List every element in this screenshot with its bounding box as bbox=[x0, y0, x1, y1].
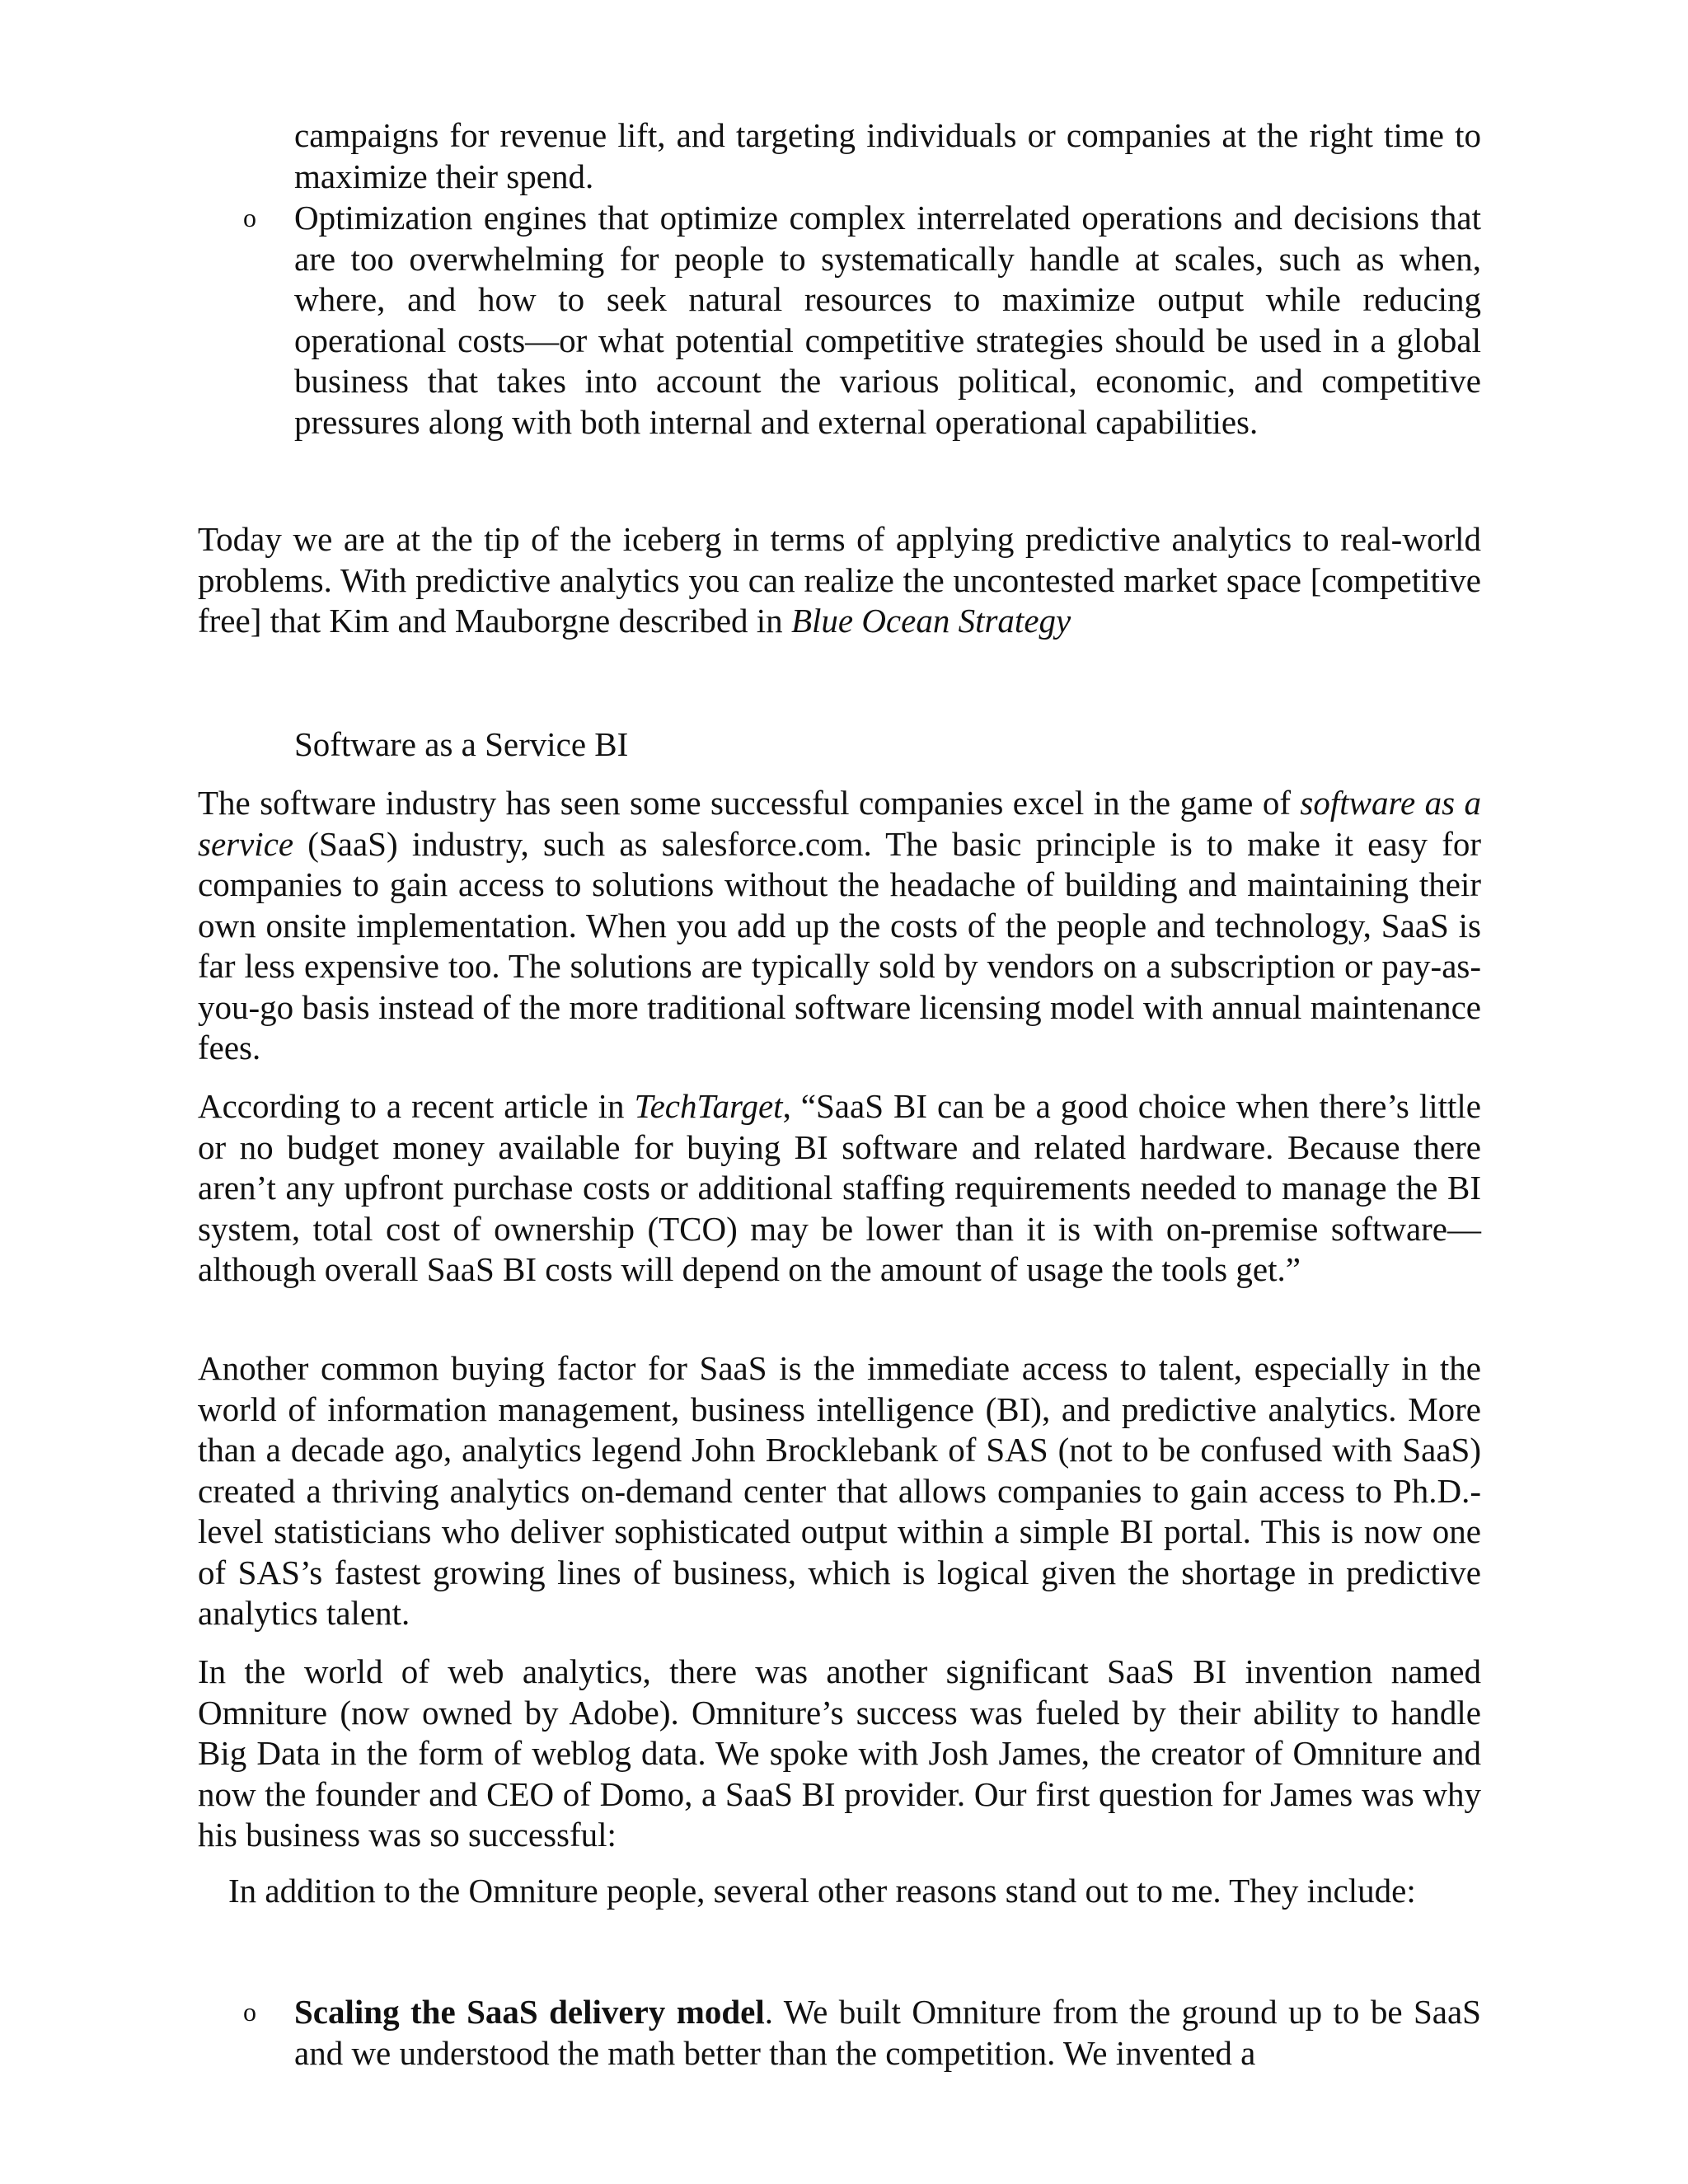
techtarget-text-before: According to a recent article in bbox=[198, 1087, 635, 1125]
optimization-bullet-body: Optimization engines that optimize complex interrelated operations and decisions that are too overwhelming for people to systematically handle at scales, such as when, where, and how to seek natural resources to maximize output while reducing operational costs—or what potential competitive strategies should be used in a global business that takes into account the various political, economic, and competitive pressures along with both internal and external operational capabilities. bbox=[294, 199, 1481, 441]
saas-text-before: The software industry has seen some successful companies excel in the game of bbox=[198, 784, 1301, 822]
saas-paragraph bbox=[198, 783, 1481, 1069]
talent-paragraph bbox=[198, 1348, 1481, 1634]
saas-term: software as a service bbox=[198, 784, 1481, 863]
optimization-bullet-text bbox=[294, 198, 1481, 443]
omniture-paragraph bbox=[198, 1652, 1481, 1856]
bullet-marker: o bbox=[243, 203, 256, 232]
continued-bullet-text bbox=[294, 115, 1481, 197]
quote-paragraph bbox=[228, 1871, 1456, 1912]
publication-name: TechTarget bbox=[634, 1087, 783, 1125]
book-title: Blue Ocean Strategy bbox=[790, 602, 1071, 640]
techtarget-paragraph bbox=[198, 1086, 1481, 1291]
scaling-bullet-text bbox=[294, 1992, 1481, 2074]
iceberg-paragraph bbox=[198, 519, 1481, 642]
quote-text: In addition to the Omniture people, several other reasons stand out to me. They include: bbox=[228, 1872, 1416, 1910]
iceberg-text: Today we are at the tip of the iceberg in terms of applying predictive analytics to real-world problems. With predictive analytics you can realize the uncontested market space [competitive free] that Kim and Mauborgne described in bbox=[198, 520, 1481, 640]
techtarget-text-after: , “SaaS BI can be a good choice when there’s little or no budget money available for buying BI software and related hardware. Because there aren’t any upfront purchase costs or additional staffing requirements needed to manage the BI system, total cost of ownership (TCO) may be lower than it is with on-premise software—although overall SaaS BI costs will depend on the amount of usage the tools get.” bbox=[198, 1087, 1481, 1288]
omniture-text: In the world of web analytics, there was another significant SaaS BI invention named Omniture (now owned by Adobe). Omniture’s success was fueled by their ability to handle Big Data in the form of weblog data. We spoke with Josh James, the creator of Omniture and now the founder and CEO of Domo, a SaaS BI provider. Our first question for James was why his business was so successful: bbox=[198, 1652, 1481, 1854]
scaling-bullet-title: Scaling the SaaS delivery model bbox=[294, 1993, 765, 2031]
saas-text-after: (SaaS) industry, such as salesforce.com. The basic principle is to make it easy for companies to gain access to solutions without the headache of building and maintaining their own onsite implementation. When you add up the costs of the people and technology, SaaS is far less expensive too. The solutions are typically sold by vendors on a subscription or pay-as-you-go basis instead of the more traditional software licensing model with annual maintenance fees. bbox=[198, 824, 1481, 1066]
bullet-marker: o bbox=[243, 1997, 256, 2027]
scaling-bullet-body: . We built Omniture from the ground up to be SaaS and we understood the math better than the competition. We invented a bbox=[294, 1993, 1481, 2072]
talent-text: Another common buying factor for SaaS is the immediate access to talent, especially in the world of information management, business intelligence (BI), and predictive analytics. More than a decade ago, analytics legend John Brocklebank of SAS (not to be confused with SaaS) created a thriving analytics on-demand center that allows companies to gain access to Ph.D.-level statisticians who deliver sophisticated output within a simple BI portal. This is now one of SAS’s fastest growing lines of business, which is logical given the shortage in predictive analytics talent. bbox=[198, 1349, 1481, 1632]
continued-bullet-body: campaigns for revenue lift, and targeting individuals or companies at the right time to maximize their spend. bbox=[294, 116, 1481, 195]
section-heading: Software as a Service BI bbox=[294, 725, 629, 763]
